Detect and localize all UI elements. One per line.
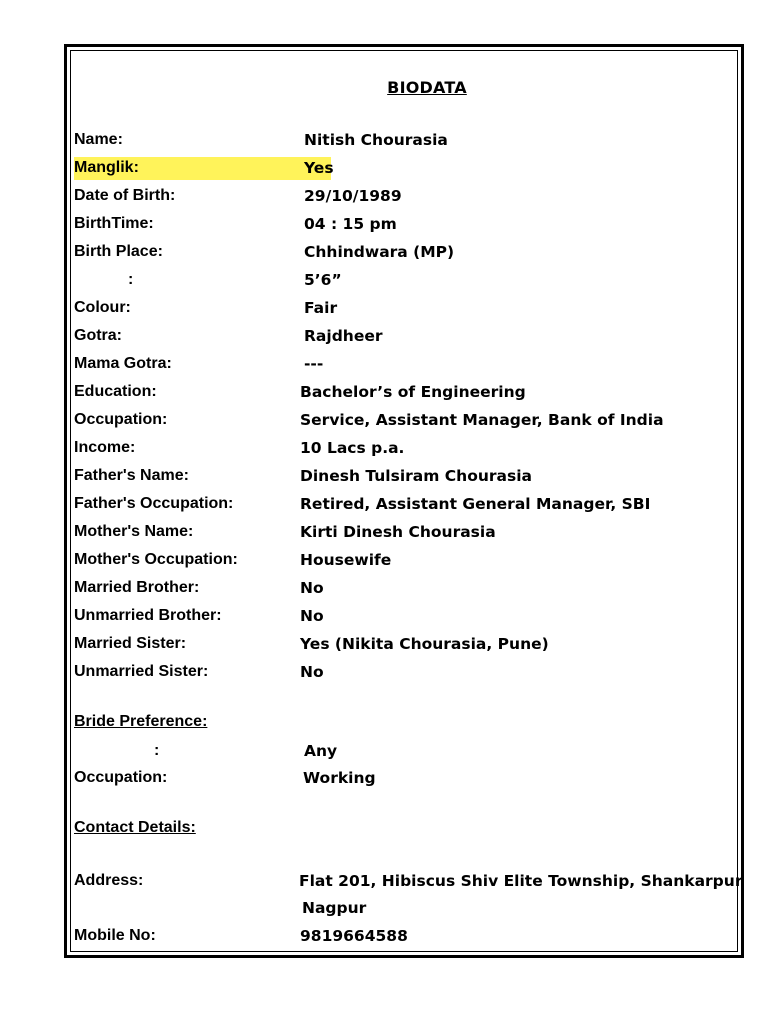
- field-label: Unmarried Brother:: [74, 607, 222, 624]
- field-label: Mother's Name:: [74, 523, 194, 540]
- field-value: Working: [303, 769, 376, 787]
- field-label: Mother's Occupation:: [74, 551, 238, 568]
- field-value: Any: [304, 742, 338, 760]
- field-value: 04 : 15 pm: [304, 215, 397, 233]
- field-label: Education:: [74, 383, 157, 400]
- field-value: Yes (Nikita Chourasia, Pune): [300, 635, 549, 653]
- field-label: Date of Birth:: [74, 187, 176, 204]
- field-label: Father's Occupation:: [74, 495, 234, 512]
- field-label: :: [154, 742, 160, 759]
- field-value: No: [300, 579, 324, 597]
- field-label: Name:: [74, 131, 123, 148]
- field-value: 29/10/1989: [304, 187, 402, 205]
- field-label: Married Brother:: [74, 579, 200, 596]
- field-value: Fair: [304, 299, 338, 317]
- field-label: Colour:: [74, 299, 131, 316]
- field-label: Occupation:: [74, 411, 168, 428]
- field-label: Father's Name:: [74, 467, 189, 484]
- field-value: Chhindwara (MP): [304, 243, 455, 261]
- field-label: Occupation:: [74, 769, 168, 786]
- field-label: :: [128, 271, 134, 288]
- address-label: Address:: [74, 872, 144, 889]
- field-value: Yes: [304, 159, 334, 177]
- field-value: 5’6”: [304, 271, 342, 289]
- field-value: Kirti Dinesh Chourasia: [300, 523, 496, 541]
- document-title: BIODATA: [387, 78, 467, 97]
- mobile-label: Mobile No:: [74, 927, 156, 944]
- field-label: Manglik:: [74, 159, 139, 176]
- field-value: Service, Assistant Manager, Bank of India: [300, 411, 664, 429]
- field-label: BirthTime:: [74, 215, 154, 232]
- field-value: Dinesh Tulsiram Chourasia: [300, 467, 532, 485]
- mobile-value: 9819664588: [300, 927, 408, 945]
- field-value: Retired, Assistant General Manager, SBI: [300, 495, 651, 513]
- field-value: No: [300, 607, 324, 625]
- field-value: 10 Lacs p.a.: [300, 439, 405, 457]
- field-label: Married Sister:: [74, 635, 187, 652]
- field-value: No: [300, 663, 324, 681]
- address-line-2: Nagpur: [302, 899, 367, 917]
- field-value: Rajdheer: [304, 327, 383, 345]
- field-value: Housewife: [300, 551, 392, 569]
- field-label: Unmarried Sister:: [74, 663, 209, 680]
- field-label: Birth Place:: [74, 243, 163, 260]
- field-label: Income:: [74, 439, 136, 456]
- bride-preference-heading: Bride Preference:: [74, 713, 208, 730]
- field-value: ---: [304, 355, 324, 373]
- field-value: Bachelor’s of Engineering: [300, 383, 526, 401]
- field-value: Nitish Chourasia: [304, 131, 448, 149]
- contact-details-heading: Contact Details:: [74, 819, 196, 836]
- field-label: Gotra:: [74, 327, 122, 344]
- field-label: Mama Gotra:: [74, 355, 172, 372]
- address-line-1: Flat 201, Hibiscus Shiv Elite Township, Shankarpur: [299, 872, 743, 890]
